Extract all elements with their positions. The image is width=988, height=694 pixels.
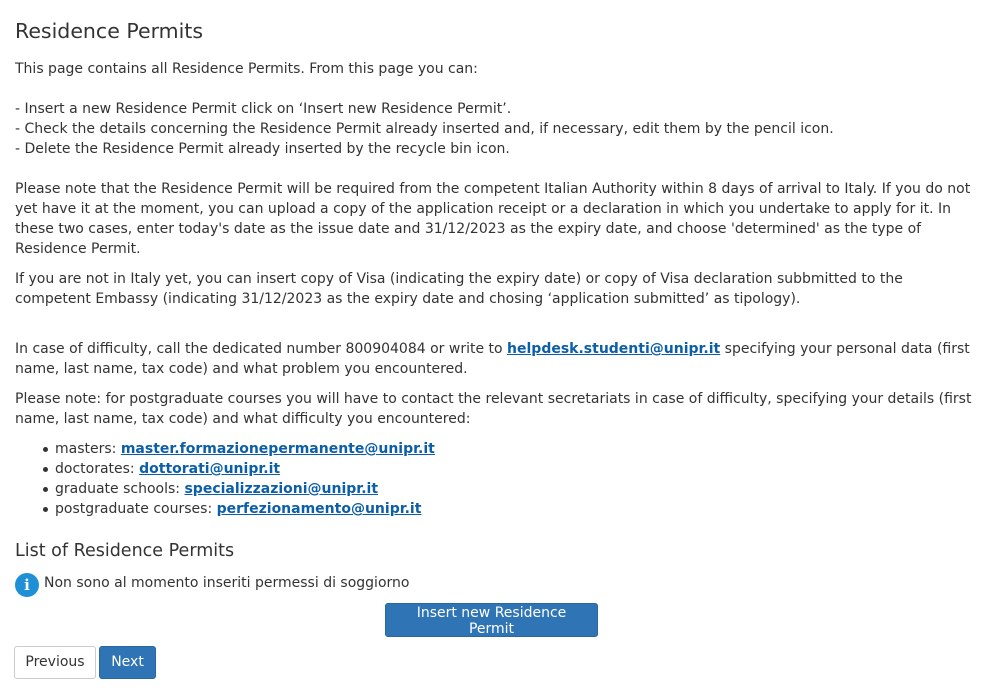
list-item	[15, 499, 435, 519]
info-icon: i	[15, 573, 39, 597]
bullet	[43, 447, 48, 452]
difficulty-paragraph	[15, 339, 975, 379]
postgraduate-courses-email-link[interactable]: perfezionamento@unipr.it	[216, 501, 422, 517]
bullet	[43, 467, 48, 472]
difficulty-text-after: specifying your personal data (first name, last name, tax code) and what problem you encountered.	[15, 341, 970, 377]
doctorates-email-link[interactable]: dottorati@unipr.it	[139, 461, 281, 477]
intro-text: This page contains all Residence Permits. From this page you can:	[15, 61, 478, 77]
list-title: List of Residence Permits	[15, 541, 235, 561]
list-item	[15, 479, 435, 499]
note-visa: If you are not in Italy yet, you can insert copy of Visa (indicating the expiry date) or copy of Visa declaration subbmitted to the competent Embassy (indicating 31/12/2023 as the expiry date and chosing ‘application submitted’ as tipology).	[15, 271, 903, 307]
empty-list-message: Non sono al momento inseriti permessi di soggiorno	[44, 575, 410, 591]
instruction-delete: - Delete the Residence Permit already inserted by the recycle bin icon.	[15, 141, 510, 157]
instruction-insert: - Insert a new Residence Permit click on ‘Insert new Residence Permit’.	[15, 101, 512, 117]
instruction-check: - Check the details concerning the Residence Permit already inserted and, if necessary, edit them by the pencil icon.	[15, 121, 834, 137]
contact-label: graduate schools:	[55, 481, 185, 497]
bullet	[43, 487, 48, 492]
previous-button[interactable]: Previous	[14, 646, 96, 679]
page-title: Residence Permits	[15, 19, 204, 43]
helpdesk-email-link[interactable]: helpdesk.studenti@unipr.it	[507, 341, 721, 357]
contact-label: postgraduate courses:	[55, 501, 217, 517]
contact-label: masters:	[55, 441, 121, 457]
list-item	[15, 439, 435, 459]
postgrad-note: Please note: for postgraduate courses you will have to contact the relevant secretariats in case of difficulty, specifying your details (first name, last name, tax code) and what difficulty you encountered:	[15, 391, 972, 427]
difficulty-text-before: In case of difficulty, call the dedicated number 800904084 or write to	[15, 341, 508, 357]
contacts-list	[15, 439, 435, 519]
bullet	[43, 507, 48, 512]
note-arrival: Please note that the Residence Permit will be required from the competent Italian Authority within 8 days of arrival to Italy. If you do not yet have it at the moment, you can upload a copy of the application receipt or a declaration in which you undertake to apply for it. In these two cases, enter today's date as the issue date and 31/12/2023 as the expiry date, and choose 'determined' as the type of Residence Permit.	[15, 181, 971, 257]
contact-label: doctorates:	[55, 461, 140, 477]
masters-email-link[interactable]: master.formazionepermanente@unipr.it	[120, 441, 435, 457]
graduate-schools-email-link[interactable]: specializzazioni@unipr.it	[184, 481, 379, 497]
insert-residence-permit-button[interactable]: Insert new Residence Permit	[385, 603, 598, 637]
next-button[interactable]: Next	[99, 646, 156, 679]
list-item	[15, 459, 435, 479]
